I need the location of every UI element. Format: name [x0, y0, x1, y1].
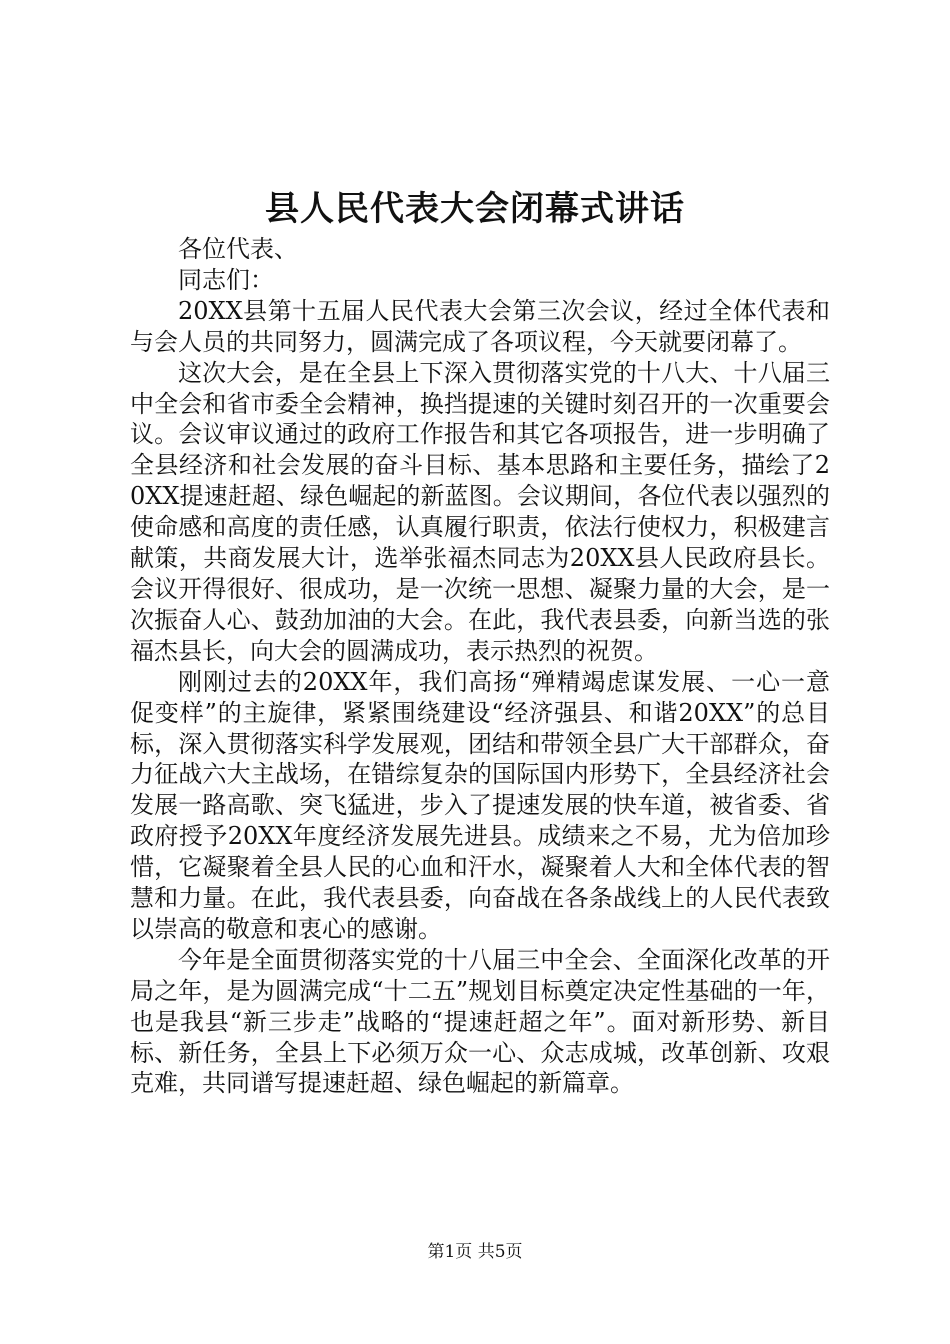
body-paragraph: 刚刚过去的20XX年，我们高扬“殚精竭虑谋发展、一心一意促变样”的主旋律，紧紧围绕建设“经济强县、和谐20XX”的总目标，深入贯彻落实科学发展观，团结和带领全县广大干部群众，奋力征战六大主战场，在错综复杂的国际国内形势下，全县经济社会发展一路高歌、突飞猛进，步入了提速发展的快车道，被省委、省政府授予20XX年度经济发展先进县。成绩来之不易，尤为倍加珍惜，它凝聚着全县人民的心血和汗水，凝聚着人大和全体代表的智慧和力量。在此，我代表县委，向奋战在各条战线上的人民代表致以崇高的敬意和衷心的感谢。: [130, 667, 830, 943]
document-title: 县人民代表大会闭幕式讲话: [265, 189, 685, 229]
salutation-line: 各位代表、: [178, 235, 298, 263]
document-body: [130, 234, 830, 1099]
body-paragraph: 这次大会，是在全县上下深入贯彻落实党的十八大、十八届三中全会和省市委全会精神，换挡提速的关键时刻召开的一次重要会议。会议审议通过的政府工作报告和其它各项报告，进一步明确了全县经济和社会发展的奋斗目标、基本思路和主要任务，描绘了20XX提速赶超、绿色崛起的新蓝图。会议期间，各位代表以强烈的使命感和高度的责任感，认真履行职责，依法行使权力，积极建言献策，共商发展大计，选举张福杰同志为20XX县人民政府县长。会议开得很好、很成功，是一次统一思想、凝聚力量的大会，是一次振奋人心、鼓劲加油的大会。在此，我代表县委，向新当选的张福杰县长，向大会的圆满成功，表示热烈的祝贺。: [130, 358, 830, 665]
body-paragraph: 20XX县第十五届人民代表大会第三次会议，经过全体代表和与会人员的共同努力，圆满完成了各项议程，今天就要闭幕了。: [130, 296, 830, 356]
salutation-line: 同志们：: [178, 265, 274, 294]
page-footer: 第1页 共5页: [427, 1242, 523, 1262]
body-paragraph: 今年是全面贯彻落实党的十八届三中全会、全面深化改革的开局之年，是为圆满完成“十二五”规划目标奠定决定性基础的一年，也是我县“新三步走”战略的“提速赶超之年”。面对新形势、新目标、新任务，全县上下必须万众一心、众志成城，改革创新、攻艰克难，共同谱写提速赶超、绿色崛起的新篇章。: [130, 945, 830, 1098]
